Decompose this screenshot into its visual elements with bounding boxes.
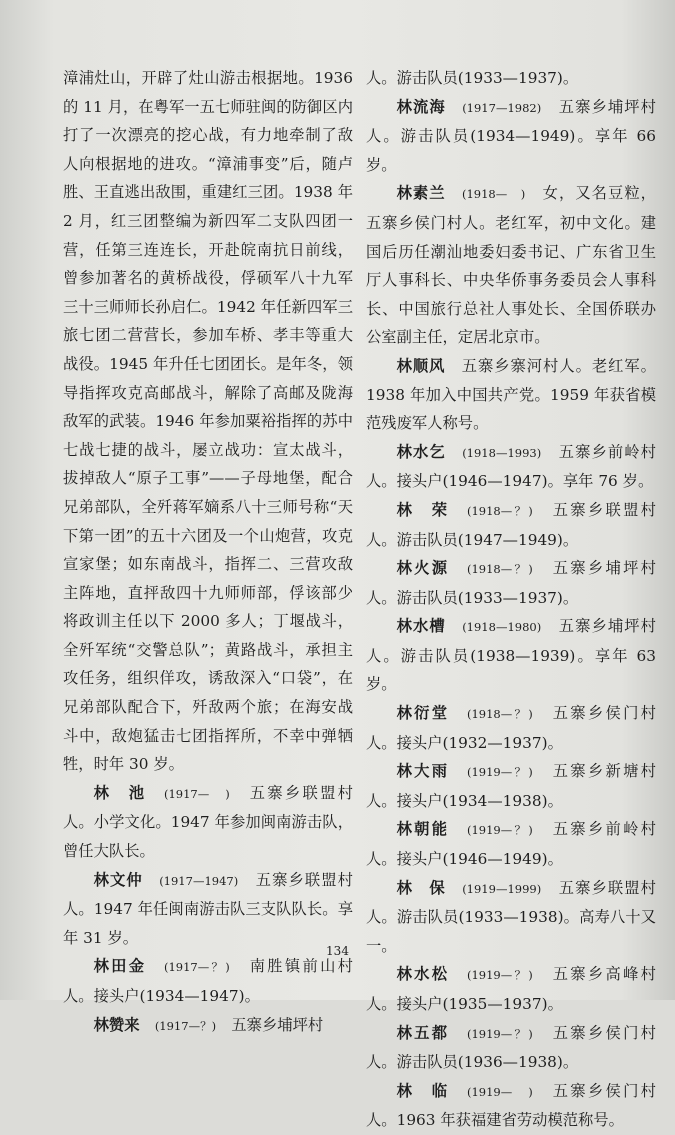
entry-lin-huoyuan xyxy=(366,554,656,612)
entry-dates: (1917—？) xyxy=(163,960,230,975)
entry-lin-shuisong xyxy=(366,960,656,1018)
left-column xyxy=(63,64,353,1040)
entry-text: 五寨乡前岭村人。接头户(1946—1949)。 xyxy=(366,820,656,869)
entry-text: 五寨乡联盟村人。小学文化。1947 年参加闽南游击队，曾任大队长。 xyxy=(63,783,353,861)
entry-name: 林水槽 xyxy=(396,617,446,636)
entry-lin-zanlai xyxy=(63,1011,353,1041)
entry-dates: (1919—？) xyxy=(466,765,533,780)
entry-name: 林 临 xyxy=(396,1081,450,1100)
entry-text: 五寨乡侯门村人。接头户(1932—1937)。 xyxy=(366,704,656,752)
entry-text: 南胜镇前山村人。接头户(1934—1947)。 xyxy=(63,957,353,1005)
continued-paragraph: 人。游击队员(1933—1937)。 xyxy=(366,69,579,87)
entry-text: 女，又名豆粒，五寨乡侯门村人。老红军，初中文化。建国后历任潮汕地委妇委书记、广东省卫生厅人事科长、中央华侨事务委员会人事科长、中国旅行总社人事处长、全国侨联办公室副主任，定居北京市。 xyxy=(366,184,656,347)
entry-name: 林 保 xyxy=(396,878,446,897)
entry-dates: (1917—？) xyxy=(154,1018,217,1033)
entry-text: 五寨乡埔坪村 xyxy=(231,1015,324,1034)
entry-dates: (1918— ) xyxy=(461,187,526,202)
entry-dates: (1918—1993) xyxy=(462,445,542,460)
entry-name: 林文仲 xyxy=(93,870,143,889)
entry-dates: (1918—？) xyxy=(466,503,533,518)
entry-dates: (1917—1947) xyxy=(159,873,239,888)
entry-dates: (1918—？) xyxy=(466,707,533,722)
entry-lin-chaoneng xyxy=(366,815,656,873)
entry-text: 五寨乡埔坪村人。游击队员(1933—1937)。 xyxy=(366,559,656,607)
entry-dates: (1917—1982) xyxy=(462,100,542,115)
entry-name: 林流海 xyxy=(396,97,446,116)
entry-dates: (1919—？) xyxy=(466,823,533,838)
entry-text: 五寨乡侯门村人。游击队员(1936—1938)。 xyxy=(366,1023,656,1072)
entry-lin-sulan xyxy=(366,179,656,352)
entry-name: 林田金 xyxy=(93,957,147,976)
entry-text: 五寨乡寨河村人。老红军。1938 年加入中国共产党。1959 年获省模范残废军人称号。 xyxy=(366,356,656,433)
entry-name: 林五都 xyxy=(396,1023,450,1042)
entry-lin-chi xyxy=(63,779,353,866)
entry-text: 五寨乡新塘村人。接头户(1934—1938)。 xyxy=(366,762,656,810)
entry-text: 五寨乡侯门村人。1963 年获福建省劳动模范称号。 xyxy=(366,1081,656,1130)
entry-name: 林 池 xyxy=(93,783,147,802)
entry-lin-wenzhong xyxy=(63,866,353,953)
entry-name: 林朝能 xyxy=(396,820,450,839)
entry-dates: (1919— ) xyxy=(466,1084,533,1099)
entry-dates: (1919—？) xyxy=(466,1026,533,1041)
entry-name: 林衍堂 xyxy=(396,704,450,723)
entry-name: 林赞来 xyxy=(93,1015,140,1034)
entry-lin-shunfeng xyxy=(366,352,656,438)
entry-lin-yantang xyxy=(366,699,656,757)
entry-name: 林顺风 xyxy=(396,356,446,375)
intro-paragraph: 漳浦灶山，开辟了灶山游击根据地。1936 的 11 月，在粤军一五七师驻闽的防御区内打了一次漂亮的挖心战，有力地牵制了敌人向根据地的进攻。“漳浦事变”后，随卢胜、王直逃出敌围，重建红三团。1938 年 2 月，红三团整编为新四军二支队四团一营，任第三连连长，开赴皖南抗日前线，曾参加著名的黄桥战役，俘硕军八十九军三十三师师长孙启仁。1942 年任新四军三旅七团二营营长，参加车桥、孝丰等重大战役。1945 年升任七团团长。是年冬，领导指挥攻克高邮战斗，解除了高邮及陇海敌军的武装。1946 年参加粟裕指挥的苏中七战七捷的战斗，屡立战功：宣太战斗，拔掉敌人“原子工事”——子母地堡，配合兄弟部队，全歼蒋军嫡系八十三师号称“天下第一团”的五十六团及一个山炮营，攻克宣家堡；如东南战斗，指挥二、三营攻敌主阵地，直抨敌四十九师师部，俘该部少将政训主任以下 2000 多人；丁堰战斗，全歼军统“交警总队”；黄路战斗，承担主攻任务，组织佯攻，诱敌深入“口袋”，在兄弟部队配合下，歼敌两个旅；在海安战斗中，敌炮猛击七团指挥所，不幸中弹牺牲，时年 30 岁。 xyxy=(63,69,353,774)
entry-dates: (1917— ) xyxy=(163,786,230,801)
entry-lin-liuhai xyxy=(366,93,656,180)
entry-name: 林素兰 xyxy=(396,184,446,203)
entry-dates: (1918—？) xyxy=(466,562,533,577)
entry-lin-lin xyxy=(366,1077,656,1135)
entry-lin-dayu xyxy=(366,757,656,815)
entry-text: 五寨乡联盟村人。1947 年任闽南游击队三支队队长。享年 31 岁。 xyxy=(63,870,353,947)
entry-dates: (1918—1980) xyxy=(462,620,542,635)
entry-text: 五寨乡埔坪村人。游击队员(1934—1949)。享年 66 岁。 xyxy=(366,97,656,174)
right-column xyxy=(366,64,656,1135)
entry-text: 五寨乡前岭村人。接头户(1946—1947)。享年 76 岁。 xyxy=(366,442,656,491)
entry-lin-wudu xyxy=(366,1019,656,1077)
entry-dates: (1919—？) xyxy=(466,968,533,983)
entry-name: 林大雨 xyxy=(396,762,450,781)
entry-name: 林水乞 xyxy=(396,442,446,461)
entry-dates: (1919—1999) xyxy=(462,881,542,896)
entry-lin-rong xyxy=(366,496,656,554)
page-number: 134 xyxy=(326,944,349,958)
entry-text: 五寨乡联盟村人。游击队员(1947—1949)。 xyxy=(366,500,656,549)
entry-text: 五寨乡高峰村人。接头户(1935—1937)。 xyxy=(366,965,656,1013)
entry-lin-shuiqi xyxy=(366,438,656,496)
entry-name: 林 荣 xyxy=(396,500,450,519)
entry-lin-shuicao xyxy=(366,612,656,699)
entry-name: 林火源 xyxy=(396,559,450,578)
entry-name: 林水松 xyxy=(396,965,450,984)
entry-text: 五寨乡联盟村人。游击队员(1933—1938)。高寿八十又一。 xyxy=(366,878,656,955)
entry-text: 五寨乡埔坪村人。游击队员(1938—1939)。享年 63 岁。 xyxy=(366,617,656,694)
entry-lin-tianjin xyxy=(63,952,353,1010)
